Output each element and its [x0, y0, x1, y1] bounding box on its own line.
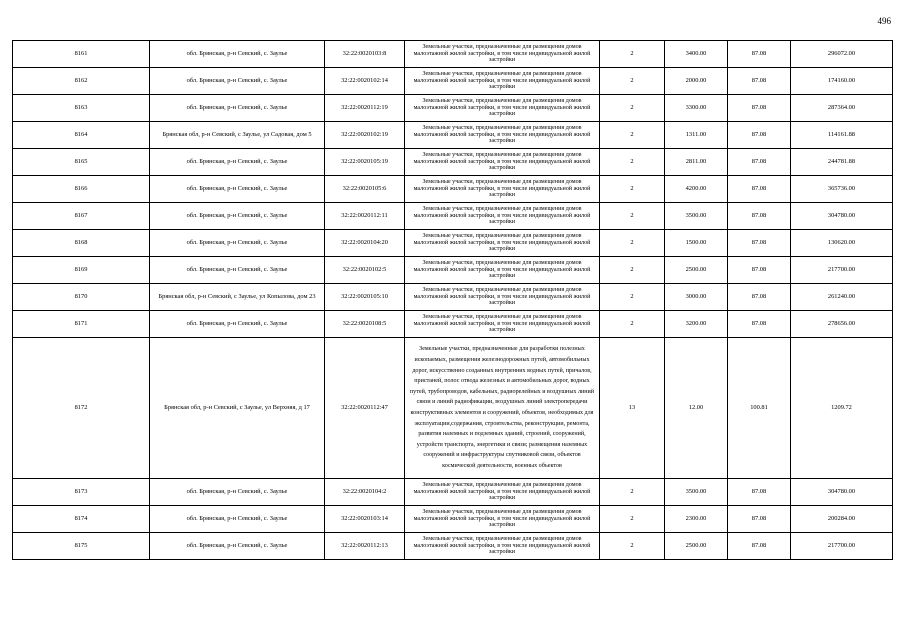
area-cell: 3000.00 [665, 284, 728, 311]
table-row [13, 149, 893, 176]
table-row [13, 533, 893, 560]
cadastral-number-cell: 32:22:0020103:14 [325, 506, 405, 533]
address-cell: Брянская обл, р-н Севский, с Заулье, ул Садовая, дом 5 [150, 122, 325, 149]
specific-value-cell: 87.08 [728, 203, 791, 230]
land-use-cell: Земельные участки, предназначенные для размещения домов малоэтажной жилой застройки, в том числе индивидуальной жилой застройки [405, 95, 600, 122]
table-body [13, 41, 893, 560]
address-cell: обл. Брянская, р-н Севский, с. Заулье [150, 95, 325, 122]
area-cell: 2811.00 [665, 149, 728, 176]
cadastral-number-cell: 32:22:0020112:11 [325, 203, 405, 230]
specific-value-cell: 87.08 [728, 95, 791, 122]
specific-value-cell: 87.08 [728, 230, 791, 257]
table-row [13, 311, 893, 338]
use-group-cell: 2 [600, 230, 665, 257]
use-group-cell: 2 [600, 122, 665, 149]
row-number-cell: 8169 [13, 257, 150, 284]
address-cell: обл. Брянская, р-н Севский, с. Заулье [150, 203, 325, 230]
table-row [13, 230, 893, 257]
land-use-cell: Земельные участки, предназначенные для размещения домов малоэтажной жилой застройки, в том числе индивидуальной жилой застройки [405, 203, 600, 230]
row-number-cell: 8171 [13, 311, 150, 338]
use-group-cell: 2 [600, 284, 665, 311]
address-cell: обл. Брянская, р-н Севский, с. Заулье [150, 149, 325, 176]
address-cell: Брянская обл, р-н Севский, с Заулье, ул Копылова, дом 23 [150, 284, 325, 311]
row-number-cell: 8170 [13, 284, 150, 311]
row-number-cell: 8167 [13, 203, 150, 230]
area-cell: 12.00 [665, 338, 728, 479]
area-cell: 3400.00 [665, 41, 728, 68]
cadastral-value-cell: 287364.00 [791, 95, 893, 122]
area-cell: 2000.00 [665, 68, 728, 95]
cadastral-value-cell: 296072.00 [791, 41, 893, 68]
specific-value-cell: 87.08 [728, 479, 791, 506]
row-number-cell: 8164 [13, 122, 150, 149]
cadastral-number-cell: 32:22:0020104:20 [325, 230, 405, 257]
area-cell: 3200.00 [665, 311, 728, 338]
use-group-cell: 2 [600, 41, 665, 68]
address-cell: обл. Брянская, р-н Севский, с. Заулье [150, 176, 325, 203]
row-number-cell: 8172 [13, 338, 150, 479]
table-row [13, 338, 893, 479]
specific-value-cell: 87.08 [728, 68, 791, 95]
use-group-cell: 2 [600, 203, 665, 230]
table-row [13, 41, 893, 68]
land-use-cell: Земельные участки, предназначенные для размещения домов малоэтажной жилой застройки, в том числе индивидуальной жилой застройки [405, 533, 600, 560]
table-row [13, 122, 893, 149]
cadastral-value-cell: 365736.00 [791, 176, 893, 203]
cadastral-value-cell: 130620.00 [791, 230, 893, 257]
area-cell: 2500.00 [665, 257, 728, 284]
cadastral-number-cell: 32:22:0020102:5 [325, 257, 405, 284]
row-number-cell: 8165 [13, 149, 150, 176]
cadastral-number-cell: 32:22:0020112:19 [325, 95, 405, 122]
address-cell: обл. Брянская, р-н Севский, с. Заулье [150, 230, 325, 257]
area-cell: 2300.00 [665, 506, 728, 533]
land-use-cell: Земельные участки, предназначенные для размещения домов малоэтажной жилой застройки, в том числе индивидуальной жилой застройки [405, 311, 600, 338]
cadastral-number-cell: 32:22:0020102:19 [325, 122, 405, 149]
use-group-cell: 2 [600, 95, 665, 122]
land-use-cell: Земельные участки, предназначенные для размещения домов малоэтажной жилой застройки, в том числе индивидуальной жилой застройки [405, 284, 600, 311]
area-cell: 3500.00 [665, 203, 728, 230]
cadastral-number-cell: 32:22:0020104:2 [325, 479, 405, 506]
cadastral-value-cell: 261240.00 [791, 284, 893, 311]
land-use-cell: Земельные участки, предназначенные для размещения домов малоэтажной жилой застройки, в том числе индивидуальной жилой застройки [405, 479, 600, 506]
cadastral-number-cell: 32:22:0020102:14 [325, 68, 405, 95]
land-use-cell: Земельные участки, предназначенные для размещения домов малоэтажной жилой застройки, в том числе индивидуальной жилой застройки [405, 230, 600, 257]
cadastral-value-cell: 1209.72 [791, 338, 893, 479]
table-row [13, 176, 893, 203]
specific-value-cell: 87.08 [728, 41, 791, 68]
row-number-cell: 8174 [13, 506, 150, 533]
cadastral-value-cell: 114161.88 [791, 122, 893, 149]
land-use-cell: Земельные участки, предназначенные для размещения домов малоэтажной жилой застройки, в том числе индивидуальной жилой застройки [405, 149, 600, 176]
cadastral-number-cell: 32:22:0020105:6 [325, 176, 405, 203]
table-row [13, 284, 893, 311]
land-use-cell: Земельные участки, предназначенные для размещения домов малоэтажной жилой застройки, в том числе индивидуальной жилой застройки [405, 506, 600, 533]
table-row [13, 203, 893, 230]
specific-value-cell: 87.08 [728, 311, 791, 338]
table-row [13, 506, 893, 533]
address-cell: обл. Брянская, р-н Севский, с. Заулье [150, 506, 325, 533]
table-row [13, 68, 893, 95]
cadastral-number-cell: 32:22:0020105:10 [325, 284, 405, 311]
cadastral-value-cell: 217700.00 [791, 257, 893, 284]
land-use-cell: Земельные участки, предназначенные для размещения домов малоэтажной жилой застройки, в том числе индивидуальной жилой застройки [405, 41, 600, 68]
land-use-cell: Земельные участки, предназначенные для размещения домов малоэтажной жилой застройки, в том числе индивидуальной жилой застройки [405, 176, 600, 203]
address-cell: обл. Брянская, р-н Севский, с. Заулье [150, 41, 325, 68]
cadastral-number-cell: 32:22:0020103:8 [325, 41, 405, 68]
land-use-cell: Земельные участки, предназначенные для размещения домов малоэтажной жилой застройки, в том числе индивидуальной жилой застройки [405, 68, 600, 95]
table-row [13, 95, 893, 122]
area-cell: 1500.00 [665, 230, 728, 257]
address-cell: обл. Брянская, р-н Севский, с. Заулье [150, 68, 325, 95]
use-group-cell: 2 [600, 311, 665, 338]
cadastral-registry-table [12, 40, 893, 560]
row-number-cell: 8173 [13, 479, 150, 506]
address-cell: Брянская обл, р-н Севский, с Заулье, ул Верхняя, д 17 [150, 338, 325, 479]
specific-value-cell: 87.08 [728, 257, 791, 284]
land-use-cell: Земельные участки, предназначенные для размещения домов малоэтажной жилой застройки, в том числе индивидуальной жилой застройки [405, 122, 600, 149]
page-number: 496 [877, 16, 891, 26]
use-group-cell: 13 [600, 338, 665, 479]
use-group-cell: 2 [600, 149, 665, 176]
area-cell: 3300.00 [665, 95, 728, 122]
specific-value-cell: 87.08 [728, 506, 791, 533]
specific-value-cell: 100.81 [728, 338, 791, 479]
use-group-cell: 2 [600, 68, 665, 95]
area-cell: 1311.00 [665, 122, 728, 149]
table-row [13, 479, 893, 506]
cadastral-value-cell: 304780.00 [791, 479, 893, 506]
land-use-cell: Земельные участки, предназначенные для размещения домов малоэтажной жилой застройки, в том числе индивидуальной жилой застройки [405, 257, 600, 284]
specific-value-cell: 87.08 [728, 149, 791, 176]
row-number-cell: 8175 [13, 533, 150, 560]
cadastral-value-cell: 200284.00 [791, 506, 893, 533]
use-group-cell: 2 [600, 257, 665, 284]
cadastral-value-cell: 244781.88 [791, 149, 893, 176]
address-cell: обл. Брянская, р-н Севский, с. Заулье [150, 311, 325, 338]
address-cell: обл. Брянская, р-н Севский, с. Заулье [150, 257, 325, 284]
use-group-cell: 2 [600, 479, 665, 506]
cadastral-number-cell: 32:22:0020112:13 [325, 533, 405, 560]
cadastral-number-cell: 32:22:0020112:47 [325, 338, 405, 479]
area-cell: 3500.00 [665, 479, 728, 506]
specific-value-cell: 87.08 [728, 122, 791, 149]
cadastral-value-cell: 304780.00 [791, 203, 893, 230]
row-number-cell: 8166 [13, 176, 150, 203]
address-cell: обл. Брянская, р-н Севский, с. Заулье [150, 533, 325, 560]
specific-value-cell: 87.08 [728, 533, 791, 560]
use-group-cell: 2 [600, 506, 665, 533]
row-number-cell: 8163 [13, 95, 150, 122]
table-row [13, 257, 893, 284]
specific-value-cell: 87.08 [728, 176, 791, 203]
area-cell: 2500.00 [665, 533, 728, 560]
specific-value-cell: 87.08 [728, 284, 791, 311]
row-number-cell: 8162 [13, 68, 150, 95]
cadastral-number-cell: 32:22:0020108:5 [325, 311, 405, 338]
cadastral-number-cell: 32:22:0020105:19 [325, 149, 405, 176]
area-cell: 4200.00 [665, 176, 728, 203]
row-number-cell: 8168 [13, 230, 150, 257]
row-number-cell: 8161 [13, 41, 150, 68]
cadastral-value-cell: 217700.00 [791, 533, 893, 560]
cadastral-value-cell: 174160.00 [791, 68, 893, 95]
land-use-cell: Земельные участки, предназначенные для разработки полезных ископаемых, размещения железнодорожных путей, автомобильных дорог, искусственно созданных внутренних водных путей, причалов, пристаней, полос отвода железных и автомобильных дорог, водных путей, трубопроводов, кабельных, радиорелейных и воздушных линий связи и линий радиофикации, воздушных линий электропередачи конструктивных элементов и сооружений, объектов, необходимых для эксплуатации,содержания, строительства, реконструкции, ремонта, развития наземных и подземных зданий, строений, сооружений, устройств транспорта, энергетики и связи; размещения наземных сооружений и инфраструктуры спутниковой связи, объектов космической деятельности, военных объектов [405, 338, 600, 479]
cadastral-value-cell: 278656.00 [791, 311, 893, 338]
use-group-cell: 2 [600, 533, 665, 560]
use-group-cell: 2 [600, 176, 665, 203]
address-cell: обл. Брянская, р-н Севский, с. Заулье [150, 479, 325, 506]
